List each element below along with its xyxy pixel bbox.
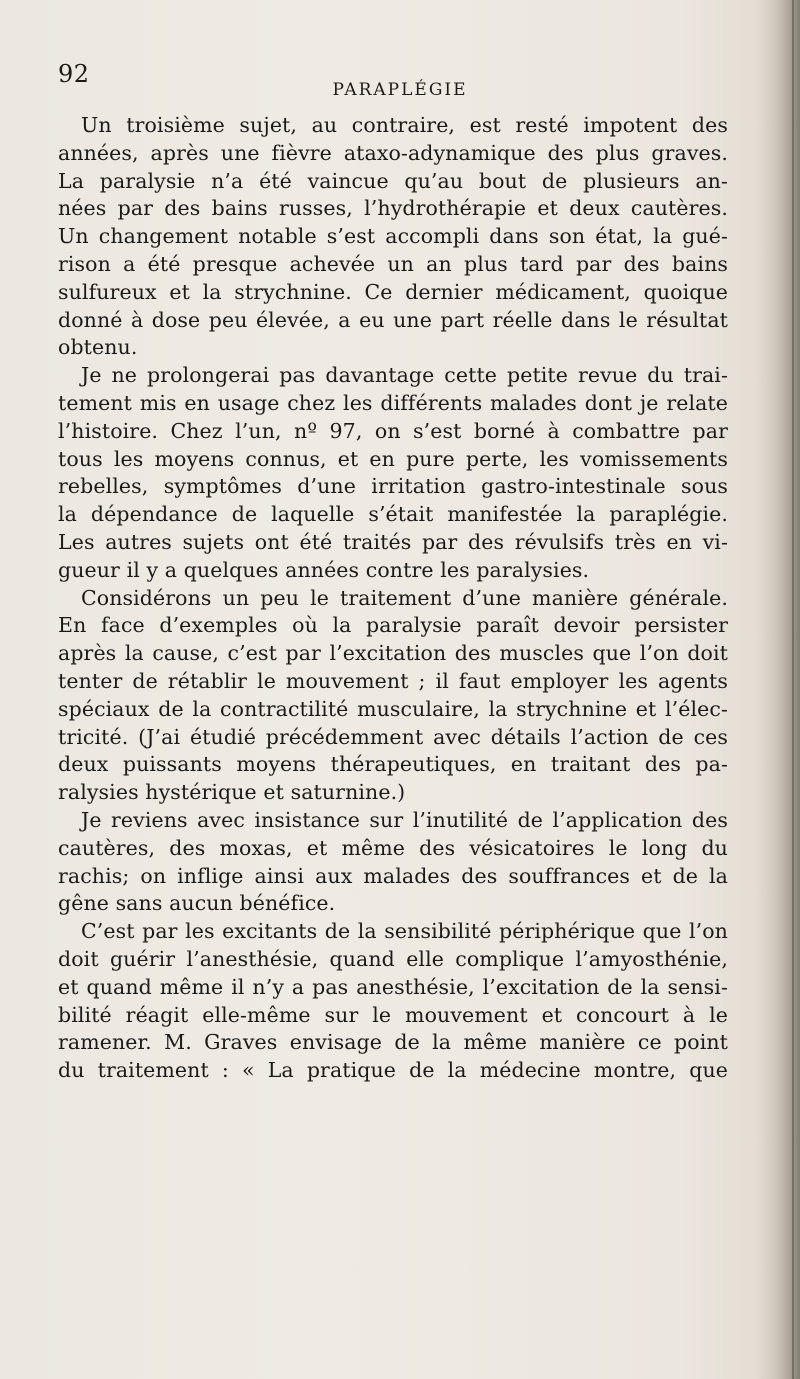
- text-line: La paralysie n’a été vaincue qu’au bout de plusieurs an-: [58, 168, 728, 193]
- text-line: Un changement notable s’est accompli dans son état, la gué-: [58, 224, 728, 249]
- text-line: et quand même il n’y a pas anesthésie, l’excitation de la sensi-: [58, 974, 728, 999]
- text-line: gêne sans aucun bénéfice.: [58, 891, 336, 916]
- text-line: gueur il y a quelques années contre les paralysies.: [58, 557, 590, 582]
- text-line: donné à dose peu élevée, a eu une part réelle dans le résultat: [58, 307, 728, 332]
- page-binding-edge: [756, 0, 800, 1379]
- text-line: cautères, des moxas, et même des vésicatoires le long du: [58, 835, 728, 860]
- text-line: Considérons un peu le traitement d’une manière générale.: [81, 585, 728, 610]
- text-line: du traitement : « La pratique de la médecine montre, que: [58, 1058, 728, 1083]
- text-line: tous les moyens connus, et en pure perte, les vomissements: [58, 446, 728, 471]
- text-line: tricité. (J’ai étudié précédemment avec détails l’action de ces: [58, 724, 728, 749]
- text-line: rison a été presque achevée un an plus tard par des bains: [58, 251, 728, 276]
- text-line: deux puissants moyens thérapeutiques, en traitant des pa-: [58, 752, 728, 777]
- text-line: Les autres sujets ont été traités par des révulsifs très en vi-: [58, 529, 728, 554]
- text-line: ralysies hystérique et saturnine.): [58, 780, 406, 805]
- text-line: doit guérir l’anesthésie, quand elle complique l’amyosthénie,: [58, 946, 728, 971]
- text-line: années, après une fièvre ataxo-adynamique des plus graves.: [58, 140, 728, 165]
- text-line: C’est par les excitants de la sensibilité périphérique que l’on: [81, 919, 728, 944]
- text-line: tement mis en usage chez les différents malades dont je relate: [58, 390, 728, 415]
- text-line: bilité réagit elle-même sur le mouvement et concourt à le: [58, 1002, 728, 1027]
- text-line: Un troisième sujet, au contraire, est resté impotent des: [81, 113, 728, 137]
- text-line: En face d’exemples où la paralysie paraît devoir persister: [58, 613, 728, 638]
- text-line: Je reviens avec insistance sur l’inutilité de l’application des: [81, 807, 728, 832]
- text-line: après la cause, c’est par l’excitation des muscles que l’on doit: [58, 641, 728, 666]
- text-line: spéciaux de la contractilité musculaire, la strychnine et l’élec-: [58, 696, 728, 721]
- text-line: l’histoire. Chez l’un, nº 97, on s’est borné à combattre par: [58, 418, 728, 443]
- text-line: nées par des bains russes, l’hydrothérapie et deux cautères.: [58, 196, 728, 221]
- page-number: 92: [58, 60, 90, 88]
- body-text: [58, 112, 728, 1085]
- text-line: obtenu.: [58, 335, 138, 360]
- text-line: sulfureux et la strychnine. Ce dernier médicament, quoique: [58, 279, 728, 304]
- text-line: rachis; on inflige ainsi aux malades des souffrances et de la: [58, 863, 728, 888]
- text-line: tenter de rétablir le mouvement ; il faut employer les agents: [58, 668, 728, 693]
- text-line: la dépendance de laquelle s’était manifestée la paraplégie.: [58, 502, 728, 527]
- running-head: PARAPLÉGIE: [332, 80, 468, 100]
- text-line: rebelles, symptômes d’une irritation gastro-intestinale sous: [58, 474, 728, 499]
- text-line: ramener. M. Graves envisage de la même manière ce point: [58, 1030, 728, 1055]
- text-line: Je ne prolongerai pas davantage cette petite revue du trai-: [81, 363, 728, 388]
